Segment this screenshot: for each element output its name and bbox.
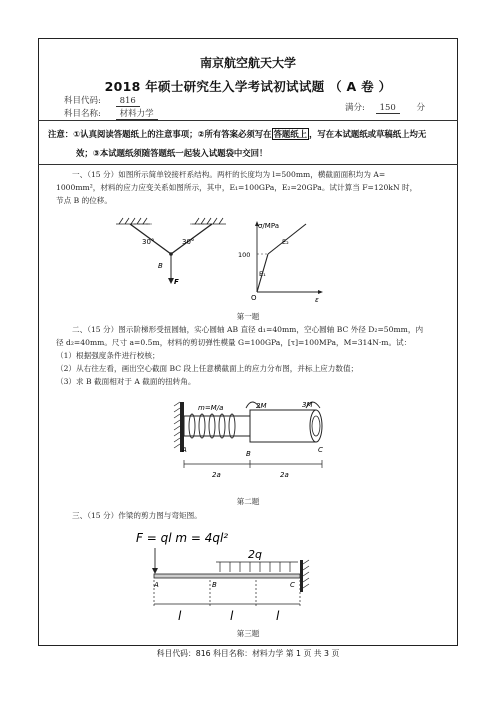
point-b: B — [212, 581, 217, 589]
origin-label: O — [251, 294, 257, 302]
q-label: 2q — [248, 548, 262, 561]
point-a: A — [154, 581, 159, 589]
q2-item-1: （1）根据强度条件进行校核； — [56, 351, 160, 360]
force-label: F — [174, 278, 179, 286]
point-c: C — [290, 581, 295, 589]
notice-line-1 — [48, 128, 426, 140]
point-c: C — [318, 446, 323, 454]
subject-name-label: 科目名称: — [64, 109, 101, 119]
q1-figure — [110, 212, 340, 308]
full-score-label: 满分: — [345, 103, 365, 113]
tick-100: 100 — [238, 251, 251, 259]
exam-title: 2018 年硕士研究生入学考试初试试题 （ A 卷 ） — [104, 79, 392, 94]
load-equation: F = ql m = 4ql² — [136, 531, 229, 545]
angle-right: 30° — [182, 238, 195, 246]
subject-name-value: 材料力学 — [116, 107, 158, 120]
m-label: m=M/a — [198, 404, 224, 412]
q2-line-2: 径 d₂=40mm。尺寸 a=0.5m，材料的剪切弹性模量 G=100GPa，[τ]=100MPa，M=314N·m。试： — [56, 338, 412, 347]
support-right — [192, 218, 226, 224]
beam — [154, 574, 300, 578]
len-ab: 2a — [212, 471, 221, 479]
shaft-ab — [184, 416, 250, 436]
notice-prefix: 注意：①认真阅读答题纸上的注意事项；②所有答案必须写在 — [48, 129, 272, 139]
node-b-label: B — [158, 262, 163, 270]
len-2: l — [230, 609, 234, 623]
torque-2m: 2M — [256, 402, 267, 410]
score-unit: 分 — [416, 103, 426, 113]
university-title: 南京航空航天大学 — [199, 56, 296, 70]
q3-figure — [130, 524, 330, 628]
q1-line-2: 1000mm²，材料的应力应变关系如图所示，其中，E₁=100GPa，E₂=20GPa。试计算当 F=120kN 时， — [56, 183, 418, 192]
q3-caption: 第三题 — [236, 629, 260, 638]
q2-item-3: （3）求 B 截面相对于 A 截面的扭转角。 — [56, 377, 196, 386]
axis-x-label: ε — [315, 296, 319, 304]
q1-line-1: 一、（15 分）如图所示简单铰接杆系结构。两杆的长度均为 l=500mm，横截面面积均为 A= — [72, 170, 386, 179]
force-f-arrow — [152, 568, 158, 574]
len-3: l — [276, 609, 280, 623]
axis-y-label: σ/MPa — [258, 222, 280, 230]
subject-name-row — [64, 107, 158, 120]
header-divider — [38, 120, 458, 121]
page-footer: 科目代码：816 科目名称：材料力学 第 1 页 共 3 页 — [156, 649, 340, 658]
notice-line-2: 效；③本试题纸须随答题纸一起装入试题袋中交回！ — [76, 148, 268, 158]
shaft-bc — [250, 410, 316, 442]
e2-label: E₂ — [282, 238, 289, 246]
full-score-row — [345, 101, 425, 114]
q2-line-1: 二、（15 分）图示阶梯形受扭圆轴，实心圆轴 AB 直径 d₁=40mm，空心圆轴 BC 外径 D₂=50mm，内 — [72, 325, 424, 334]
notice-suffix: ，写在本试题纸或草稿纸上均无 — [309, 129, 427, 139]
q1-line-3: 节点 B 的位移。 — [56, 196, 112, 205]
subject-code-value: 816 — [116, 96, 140, 107]
subject-code-label: 科目代码: — [64, 96, 101, 106]
subject-code-row — [64, 94, 140, 107]
len-bc: 2a — [280, 471, 289, 479]
torque-3m: 3M — [302, 401, 313, 409]
support-left — [116, 218, 150, 224]
e1-label: E₁ — [259, 270, 266, 278]
notice-divider — [38, 164, 458, 165]
len-1: l — [178, 609, 182, 623]
q2-figure — [170, 390, 340, 490]
q3-line-1: 三、（15 分）作梁的剪力图与弯矩图。 — [72, 511, 202, 520]
full-score-value: 150 — [376, 103, 400, 114]
point-b: B — [246, 450, 251, 458]
q2-caption: 第二题 — [236, 497, 260, 506]
q1-caption: 第一题 — [236, 312, 260, 321]
point-a: A — [182, 446, 187, 454]
angle-left: 30° — [142, 238, 155, 246]
notice-boxed: 答题纸上 — [273, 129, 308, 139]
q2-item-2: （2）从右往左看，画出空心截面 BC 段上任意横截面上的应力分布图，并标上应力数值； — [56, 364, 359, 373]
